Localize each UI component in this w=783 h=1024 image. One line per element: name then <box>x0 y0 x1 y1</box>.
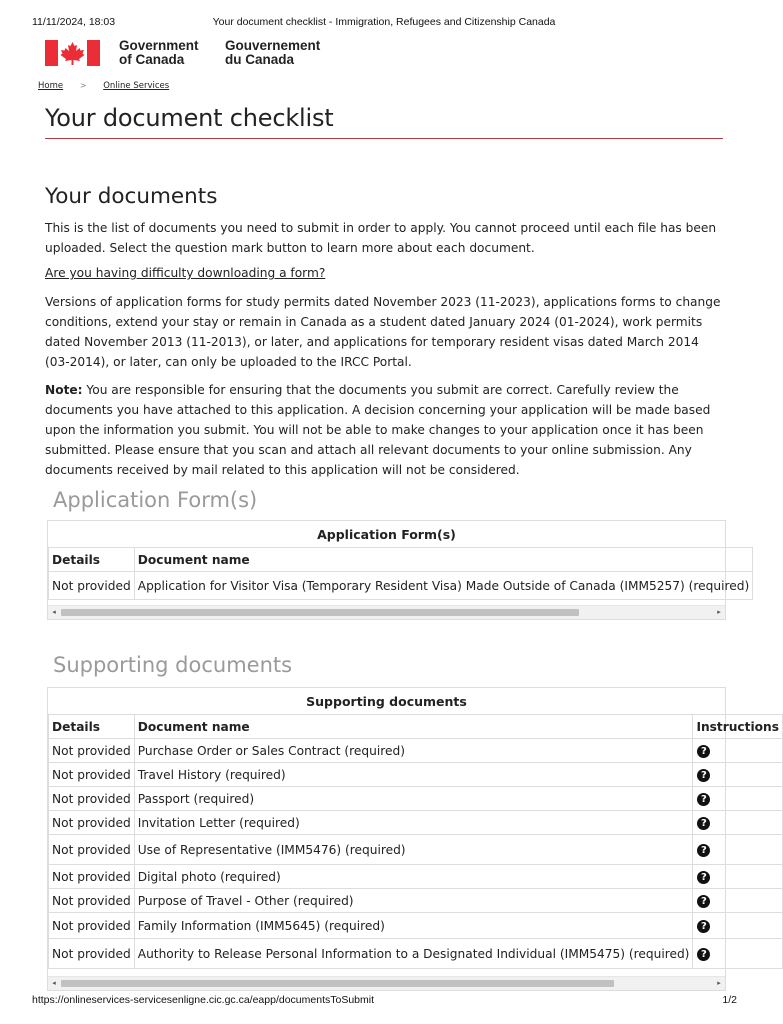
details-cell: Not provided <box>49 787 135 811</box>
scroll-left-icon[interactable]: ◂ <box>52 979 56 987</box>
documents-intro: This is the list of documents you need to submit in order to apply. You cannot proceed until each file has been uploaded. Select the question mark button to learn more about each document. <box>45 221 717 255</box>
column-header-document-name: Document name <box>134 548 753 572</box>
note-text: You are responsible for ensuring that the documents you submit are correct. Carefully review the documents you have attached to this application. A decision concerning your application will be made based upon the information you submit. You will not be able to make changes to your application once it has been submitted. Please ensure that you scan and attach all relevant documents to your online submission. Any documents received by mail related to this application will not be considered. <box>45 383 711 477</box>
column-header-details: Details <box>49 548 135 572</box>
table-row <box>49 939 783 969</box>
supporting-documents-table-container <box>47 687 779 991</box>
document-name-cell: Invitation Letter (required) <box>134 811 693 835</box>
document-name-cell: Travel History (required) <box>134 763 693 787</box>
application-forms-caption: Application Form(s) <box>317 527 456 542</box>
document-name-cell: Purchase Order or Sales Contract (required) <box>134 739 693 763</box>
help-question-icon[interactable]: ? <box>697 817 710 830</box>
help-question-icon[interactable]: ? <box>697 895 710 908</box>
application-forms-table-container <box>47 520 750 620</box>
difficulty-downloading-link[interactable]: Are you having difficulty downloading a form? <box>45 266 326 280</box>
column-header-details: Details <box>49 715 135 739</box>
supporting-documents-caption: Supporting documents <box>306 694 467 709</box>
details-cell: Not provided <box>49 739 135 763</box>
table-header-row <box>49 548 753 572</box>
instructions-cell <box>693 811 783 835</box>
scrollbar-thumb[interactable] <box>61 609 579 616</box>
table-header-row <box>49 715 783 739</box>
table-row <box>49 913 783 939</box>
scrollbar-thumb[interactable] <box>61 980 614 987</box>
horizontal-scrollbar[interactable] <box>48 976 725 990</box>
note-label: Note: <box>45 383 83 397</box>
print-header <box>0 16 768 30</box>
details-cell: Not provided <box>49 889 135 913</box>
document-name-cell: Use of Representative (IMM5476) (required) <box>134 835 693 865</box>
document-name-cell: Passport (required) <box>134 787 693 811</box>
print-timestamp: 11/11/2024, 18:03 <box>32 16 116 28</box>
details-cell: Not provided <box>49 835 135 865</box>
help-question-icon[interactable]: ? <box>697 920 710 933</box>
table-row <box>49 865 783 889</box>
table-row <box>49 889 783 913</box>
instructions-cell <box>693 787 783 811</box>
note-paragraph <box>45 380 725 480</box>
document-name-cell: Purpose of Travel - Other (required) <box>134 889 693 913</box>
document-name-cell: Application for Visitor Visa (Temporary Resident Visa) Made Outside of Canada (IMM5257) (required) <box>134 572 753 600</box>
instructions-cell <box>693 865 783 889</box>
column-header-document-name: Document name <box>134 715 693 739</box>
details-cell: Not provided <box>49 572 135 600</box>
help-question-icon[interactable]: ? <box>697 745 710 758</box>
scroll-right-icon[interactable]: ▸ <box>717 979 721 987</box>
print-page-number: 1/2 <box>722 994 737 1006</box>
documents-heading: Your documents <box>45 184 218 209</box>
instructions-cell <box>693 763 783 787</box>
document-name-cell: Family Information (IMM5645) (required) <box>134 913 693 939</box>
government-name-en: Government of Canada <box>119 38 199 67</box>
help-question-icon[interactable]: ? <box>697 844 710 857</box>
details-cell: Not provided <box>49 763 135 787</box>
instructions-cell <box>693 913 783 939</box>
breadcrumb <box>38 81 169 91</box>
application-forms-heading: Application Form(s) <box>53 488 258 512</box>
instructions-cell <box>693 739 783 763</box>
table-row <box>49 739 783 763</box>
table-row <box>49 572 753 600</box>
supporting-documents-table <box>48 714 783 969</box>
breadcrumb-separator: > <box>79 81 87 90</box>
help-question-icon[interactable]: ? <box>697 793 710 806</box>
help-question-icon[interactable]: ? <box>697 871 710 884</box>
column-header-instructions: Instructions <box>693 715 783 739</box>
horizontal-scrollbar[interactable] <box>48 605 725 619</box>
application-forms-table <box>48 547 753 600</box>
print-footer <box>0 994 768 1008</box>
details-cell: Not provided <box>49 913 135 939</box>
instructions-cell <box>693 835 783 865</box>
document-name-cell: Digital photo (required) <box>134 865 693 889</box>
instructions-cell <box>693 939 783 969</box>
details-cell: Not provided <box>49 939 135 969</box>
versions-paragraph: Versions of application forms for study permits dated November 2023 (11-2023), applications forms to change conditions, extend your stay or remain in Canada as a student dated January 2024 (01-2024), work permits dated November 2013 (11-2013), or later, and applications for temporary resident visas dated March 2014 (03-2014), or later, can only be uploaded to the IRCC Portal. <box>45 295 721 369</box>
supporting-documents-heading: Supporting documents <box>53 653 293 677</box>
table-row <box>49 763 783 787</box>
table-row <box>49 835 783 865</box>
breadcrumb-online-services-link[interactable]: Online Services <box>103 81 170 91</box>
canada-flag-icon <box>45 40 100 66</box>
table-row <box>49 811 783 835</box>
details-cell: Not provided <box>49 811 135 835</box>
document-name-cell: Authority to Release Personal Information to a Designated Individual (IMM5475) (required) <box>134 939 693 969</box>
help-question-icon[interactable]: ? <box>697 769 710 782</box>
scroll-right-icon[interactable]: ▸ <box>717 608 721 616</box>
page-title: Your document checklist <box>45 104 723 139</box>
government-name-fr: Gouvernement du Canada <box>225 38 321 67</box>
details-cell: Not provided <box>49 865 135 889</box>
scroll-left-icon[interactable]: ◂ <box>52 608 56 616</box>
breadcrumb-home-link[interactable]: Home <box>38 81 64 91</box>
instructions-cell <box>693 889 783 913</box>
print-url: https://onlineservices-servicesenligne.cic.gc.ca/eapp/documentsToSubmit <box>32 994 375 1006</box>
print-title: Your document checklist - Immigration, Refugees and Citizenship Canada <box>212 16 556 28</box>
help-question-icon[interactable]: ? <box>697 948 710 961</box>
table-row <box>49 787 783 811</box>
